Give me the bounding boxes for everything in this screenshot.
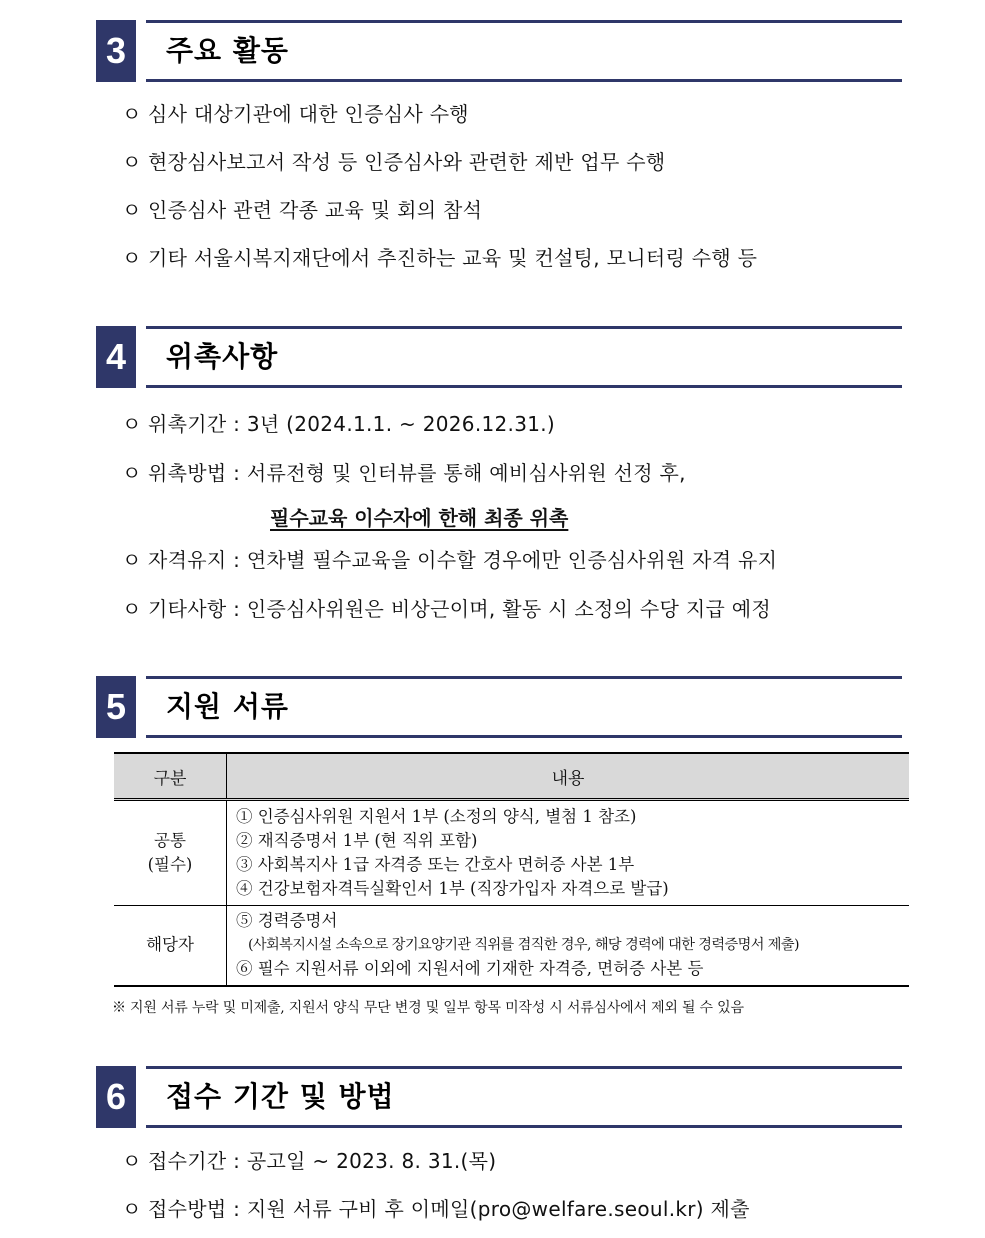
section-title: 접수 기간 및 방법 [166,1080,395,1113]
document-item: ① 인증심사위원 지원서 1부 (소정의 양식, 별첨 1 참조) [236,807,637,826]
bullet-item: ㅇ 기타사항 : 인증심사위원은 비상근이며, 활동 시 소정의 수당 지급 예정 [122,597,771,621]
content-cell [227,906,910,986]
section-number: 4 [96,326,136,388]
bullet-item: ㅇ 인증심사 관련 각종 교육 및 회의 참석 [122,198,483,222]
bullet-item: ㅇ 위촉방법 : 서류전형 및 인터뷰를 통해 예비심사위원 선정 후, [122,461,686,485]
section-header-3 [96,20,902,82]
section-title: 위촉사항 [166,340,279,373]
content-cell [227,800,910,906]
divider [146,79,902,82]
section-number: 3 [96,20,136,82]
section-number: 5 [96,676,136,738]
category-label: 해당자 [146,935,194,955]
section-header-5 [96,676,902,738]
document-item: ⑤ 경력증명서 [236,911,338,931]
section-header-6 [96,1066,902,1128]
section-title: 지원 서류 [166,690,289,723]
table-row [114,800,909,906]
bullet-item: ㅇ 현장심사보고서 작성 등 인증심사와 관련한 제반 업무 수행 [122,150,666,174]
section-title: 주요 활동 [166,34,289,67]
document-item: ② 재직증명서 1부 (현 직위 포함) [236,831,478,850]
bullet-item: ㅇ 자격유지 : 연차별 필수교육을 이수할 경우에만 인증심사위원 자격 유지 [122,548,778,572]
category-cell [114,906,227,986]
footnote: ※ 지원 서류 누락 및 미제출, 지원서 양식 무단 변경 및 일부 항목 미작성 시 서류심사에서 제외 될 수 있음 [112,1000,744,1016]
divider [146,1125,902,1128]
bullet-item: ㅇ 기타 서울시복지재단에서 추진하는 교육 및 컨설팅, 모니터링 수행 등 [122,246,758,270]
divider [146,385,902,388]
table-row [114,906,909,986]
bullet-item: ㅇ 접수기간 : 공고일 ~ 2023. 8. 31.(목) [122,1149,497,1173]
section-number: 6 [96,1066,136,1128]
table-header-row [114,753,909,800]
document-item: ⑥ 필수 지원서류 이외에 지원서에 기재한 자격증, 면허증 사본 등 [236,959,704,979]
document-item: ③ 사회복지사 1급 자격증 또는 간호사 면허증 사본 1부 [236,855,635,874]
document-item: ④ 건강보험자격득실확인서 1부 (직장가입자 자격으로 발급) [236,879,669,898]
divider [146,735,902,738]
column-header: 내용 [227,753,910,800]
category-label: 공통 [154,831,186,850]
section-header-4 [96,326,902,388]
bullet-item: ㅇ 위촉기간 : 3년 (2024.1.1. ~ 2026.12.31.) [122,412,556,436]
document-item-note: (사회복지시설 소속으로 장기요양기관 직위를 겸직한 경우, 해당 경력에 대한 경력증명서 제출) [248,937,799,954]
documents-table [114,752,909,987]
emphasis-text: 필수교육 이수자에 한해 최종 위촉 [270,506,569,530]
category-label: (필수) [147,855,193,874]
bullet-item: ㅇ 심사 대상기관에 대한 인증심사 수행 [122,102,469,126]
category-cell [114,800,227,906]
column-header: 구분 [114,753,227,800]
bullet-item: ㅇ 접수방법 : 지원 서류 구비 후 이메일(pro@welfare.seoul.kr) 제출 [122,1197,750,1221]
